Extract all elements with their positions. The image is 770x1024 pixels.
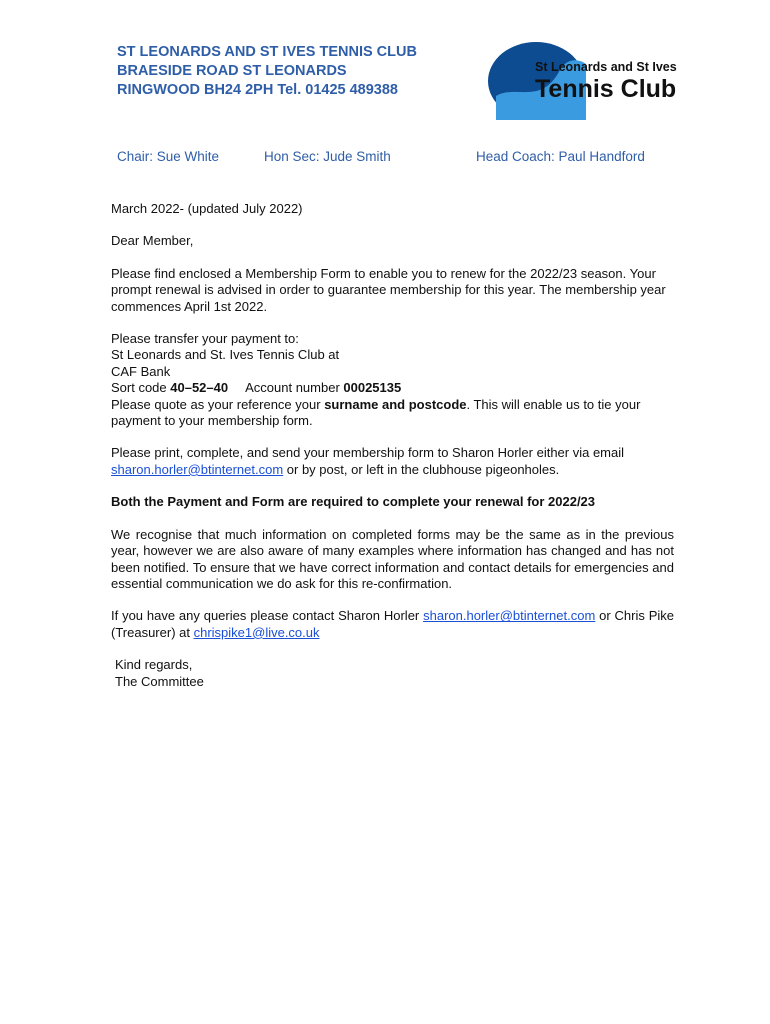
signature: The Committee (115, 673, 204, 689)
sort-code-label: Sort code (111, 380, 171, 396)
reference-pre: Please quote as your reference your (111, 396, 325, 412)
queries-mid: or Chris Pike (Treasurer) at (111, 608, 674, 640)
payment-details (111, 331, 674, 429)
reference-bold: surname and postcode (324, 396, 467, 412)
chair-name: Chair: Sue White (117, 149, 220, 164)
letterhead (117, 43, 417, 100)
letter-greeting: Dear Member, (111, 233, 194, 249)
queries-paragraph (111, 608, 674, 641)
account-number: 00025135 (343, 380, 402, 396)
sharon-email-link-2[interactable]: sharon.horler@btinternet.com (423, 608, 596, 624)
logo-text-large: Tennis Club (535, 75, 677, 103)
club-address: BRAESIDE ROAD ST LEONARDS (117, 63, 347, 79)
print-paragraph (111, 445, 674, 478)
print-post: or by post, or left in the clubhouse pigeonholes. (283, 461, 560, 477)
print-pre: Please print, complete, and send your membership form to Sharon Horler either via email (111, 445, 625, 461)
bank-payee: St Leonards and St. Ives Tennis Club at (111, 347, 340, 363)
sort-code: 40–52–40 (170, 380, 229, 396)
renewal-paragraph: Please find enclosed a Membership Form to enable you to renew for the 2022/23 season. Your prompt renewal is advised in order to guarantee membership for this year. The membership year commences April 1st 2022. (111, 265, 666, 314)
reference-post: . This will enable us to tie your payment to your membership form. (111, 396, 641, 429)
club-address-phone: RINGWOOD BH24 2PH Tel. 01425 489388 (117, 82, 398, 98)
secretary-name: Hon Sec: Jude Smith (264, 149, 391, 164)
logo-text-small: St Leonards and St Ives (535, 60, 677, 74)
required-note (111, 494, 674, 510)
signoff: Kind regards, (115, 657, 193, 673)
required-note-text: Both the Payment and Form are required to complete your renewal for 2022/23 (111, 494, 596, 510)
closing (111, 657, 674, 690)
letter-body (111, 201, 674, 706)
head-coach-name: Head Coach: Paul Handford (476, 149, 645, 164)
letter-date: March 2022- (updated July 2022) (111, 201, 303, 216)
sharon-email-link[interactable]: sharon.horler@btinternet.com (111, 461, 284, 477)
club-name: ST LEONARDS AND ST IVES TENNIS CLUB (117, 44, 417, 60)
account-label: Account number (245, 380, 344, 396)
transfer-intro: Please transfer your payment to: (111, 331, 299, 347)
recognise-paragraph: We recognise that much information on completed forms may be the same as in the previous year, however we are also aware of many examples where information has changed and has not been notified. To ensure that we have correct information and contact details for emergencies and essential communication we do ask for this re-confirmation. (111, 526, 674, 591)
chris-email-link[interactable]: chrispike1@live.co.uk (193, 624, 320, 640)
club-logo (486, 40, 686, 122)
bank-name: CAF Bank (111, 363, 171, 379)
reference-instruction (111, 397, 674, 430)
bank-codes (111, 380, 674, 396)
queries-pre: If you have any queries please contact Sharon Horler (111, 608, 424, 624)
